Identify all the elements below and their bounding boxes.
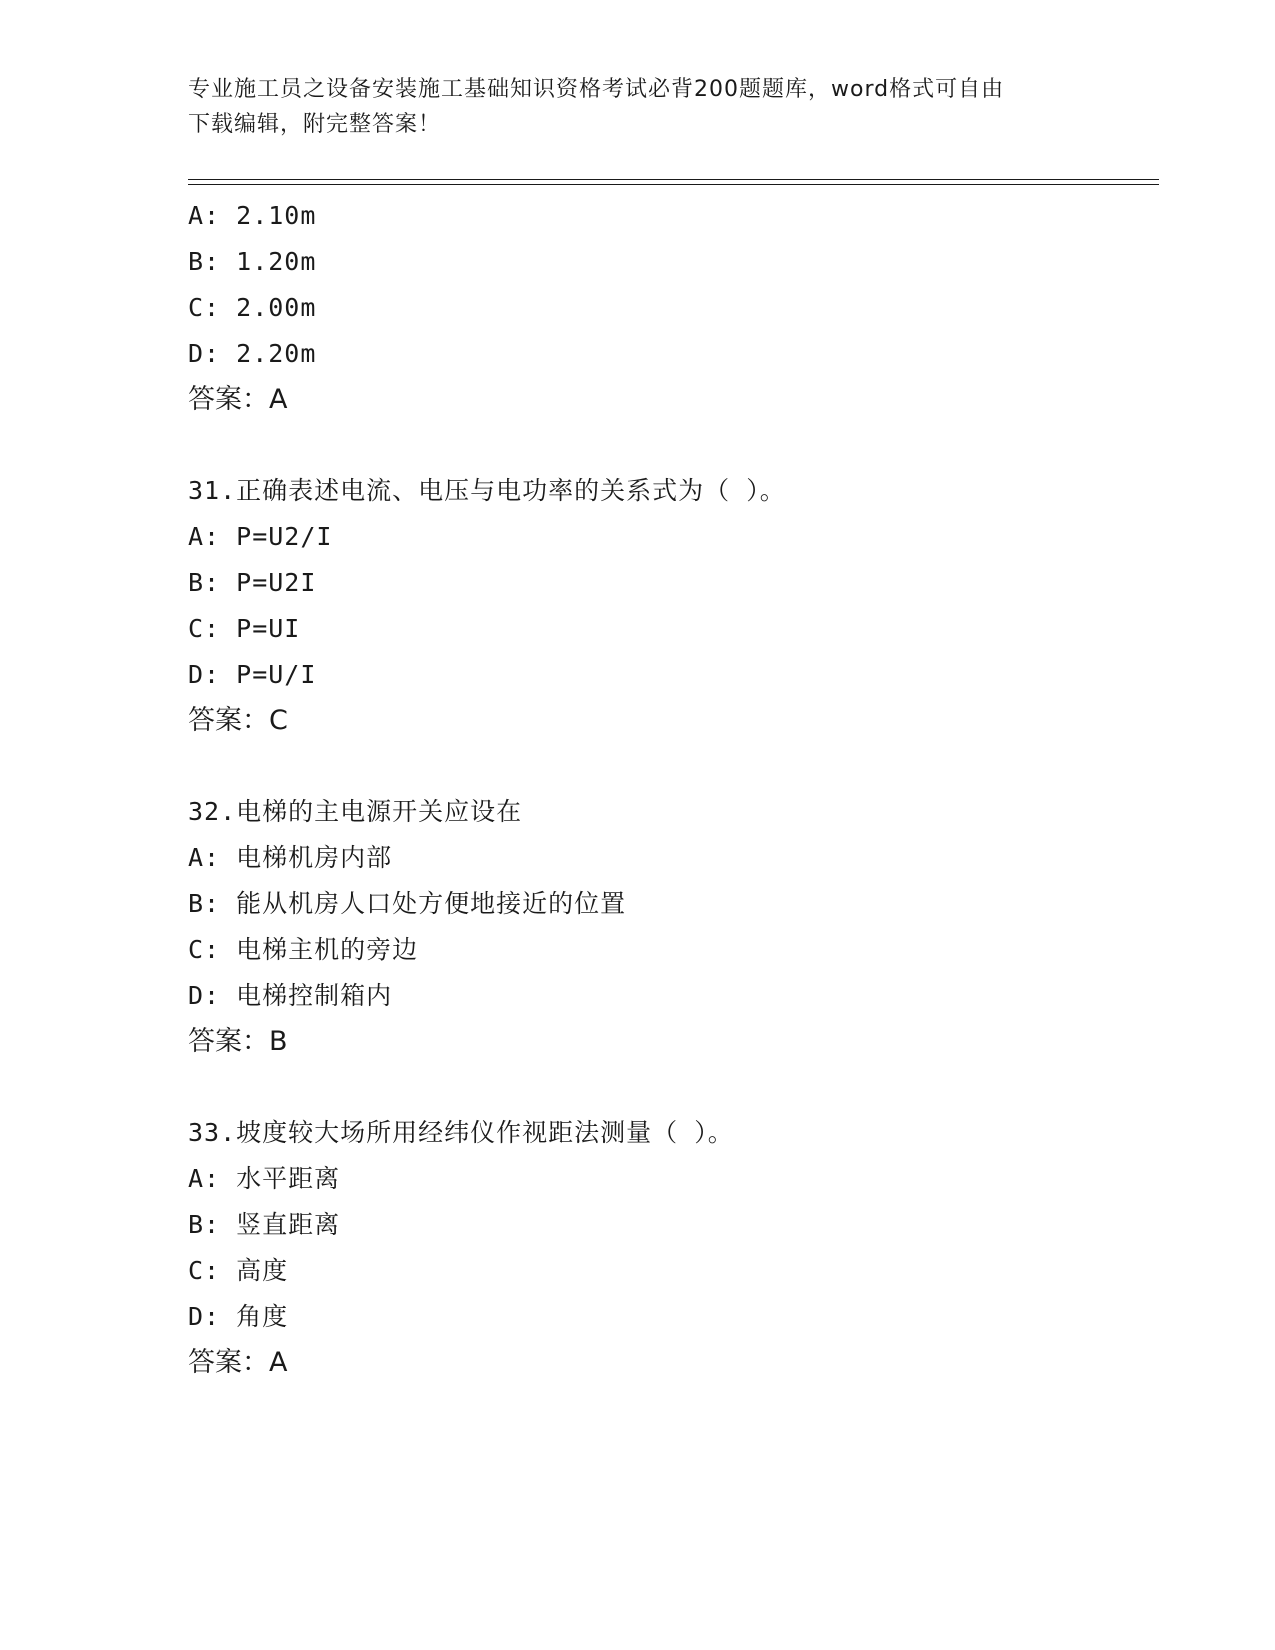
question-list xyxy=(188,193,1138,1386)
answer-line: 答案：A xyxy=(188,1347,288,1378)
option-c: C: 2.00m xyxy=(188,293,317,322)
header-title-line-2: 下载编辑，附完整答案！ xyxy=(188,112,442,137)
answer-line: 答案：A xyxy=(188,384,288,415)
spacer xyxy=(188,1065,1138,1110)
option-d: D: 2.20m xyxy=(188,339,317,368)
option-a: A: 水平距离 xyxy=(188,1164,341,1193)
option-a: A: 2.10m xyxy=(188,201,317,230)
option-c: C: 电梯主机的旁边 xyxy=(188,935,419,964)
question-block-33 xyxy=(188,1110,1138,1386)
question-stem: 31.正确表述电流、电压与电功率的关系式为（ ）。 xyxy=(188,476,786,505)
header-title-line-1: 专业施工员之设备安装施工基础知识资格考试必背200题题库，word格式可自由 xyxy=(188,77,1005,102)
question-stem: 32.电梯的主电源开关应设在 xyxy=(188,797,523,826)
option-d: D: 电梯控制箱内 xyxy=(188,981,393,1010)
option-b: B: 竖直距离 xyxy=(188,1210,341,1239)
option-c: C: 高度 xyxy=(188,1256,289,1285)
answer-line: 答案：C xyxy=(188,705,288,736)
option-a: A: 电梯机房内部 xyxy=(188,843,393,872)
question-stem: 33.坡度较大场所用经纬仪作视距法测量（ ）。 xyxy=(188,1118,734,1147)
header-rule-bottom xyxy=(188,184,1159,185)
question-block-31 xyxy=(188,468,1138,744)
option-b: B: P=U2I xyxy=(188,568,317,597)
spacer xyxy=(188,423,1138,468)
option-b: B: 1.20m xyxy=(188,247,317,276)
answer-line: 答案：B xyxy=(188,1026,288,1057)
option-c: C: P=UI xyxy=(188,614,301,643)
spacer xyxy=(188,744,1138,789)
option-a: A: P=U2/I xyxy=(188,522,333,551)
question-block-32 xyxy=(188,789,1138,1065)
option-d: D: P=U/I xyxy=(188,660,317,689)
document-header xyxy=(188,72,1088,142)
header-rule-top xyxy=(188,179,1159,180)
option-d: D: 角度 xyxy=(188,1302,289,1331)
question-block-prev xyxy=(188,193,1138,423)
option-b: B: 能从机房人口处方便地接近的位置 xyxy=(188,889,627,918)
